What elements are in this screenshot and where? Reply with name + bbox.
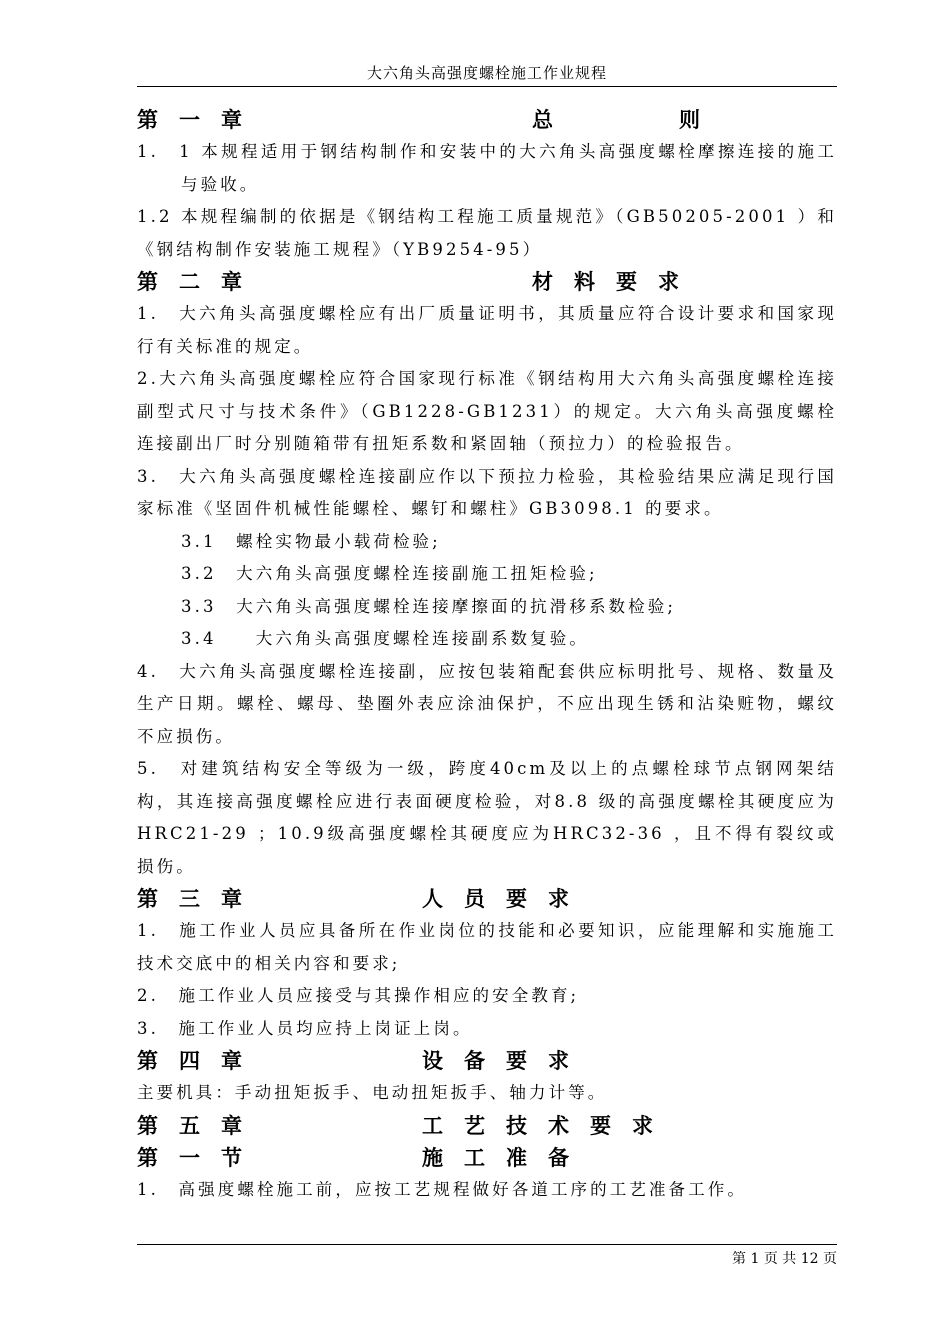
chapter-1-heading	[137, 104, 837, 136]
paragraph: 1. 施工作业人员应具备所在作业岗位的技能和必要知识，应能理解和实施施工技术交底中的相关内容和要求;	[137, 921, 837, 973]
page-header: 大六角头高强度螺栓施工作业规程	[137, 62, 837, 87]
paragraph: 2.大六角头高强度螺栓应符合国家现行标准《钢结构用大六角头高强度螺栓连接副型式尺寸与技术条件》（GB1228-GB1231）的规定。大六角头高强度螺栓连接副出厂时分别随箱带有扭矩系数和紧固轴（预拉力）的检验报告。	[137, 369, 837, 453]
paragraph: 1. 高强度螺栓施工前，应按工艺规程做好各道工序的工艺准备工作。	[137, 1179, 747, 1199]
chapter-3-heading	[137, 883, 837, 915]
paragraph: 2. 施工作业人员应接受与其操作相应的安全教育;	[137, 986, 580, 1005]
list-item: 3.2 大六角头高强度螺栓连接副施工扭矩检验;	[181, 564, 598, 583]
chapter-label: 第 一 章	[137, 107, 242, 132]
page-number: 第 1 页 共 12 页	[732, 1251, 837, 1267]
paragraph: 1. 大六角头高强度螺栓应有出厂质量证明书，其质量应符合设计要求和国家现行有关标准的规定。	[137, 304, 837, 356]
section-title: 施 工 准 备	[422, 1144, 569, 1170]
paragraph: 3. 施工作业人员均应持上岗证上岗。	[137, 1018, 473, 1038]
chapter-label: 第 三 章	[137, 886, 242, 911]
paragraph: 3. 大六角头高强度螺栓连接副应作以下预拉力检验，其检验结果应满足现行国家标准《坚固件机械性能螺栓、螺钉和螺柱》GB3098.1 的要求。	[137, 466, 837, 518]
paragraph: 4. 大六角头高强度螺栓连接副，应按包装箱配套供应标明批号、规格、数量及生产日期。螺栓、螺母、垫圈外表应涂油保护，不应出现生锈和沾染赃物，螺纹不应损伤。	[137, 661, 837, 746]
chapter-label: 第 二 章	[137, 269, 242, 294]
chapter-title: 人 员 要 求	[422, 886, 569, 911]
chapter-label: 第 五 章	[137, 1112, 242, 1138]
chapter-title: 设 备 要 求	[422, 1048, 569, 1073]
section-1-heading	[137, 1142, 837, 1174]
footer-rule	[137, 1244, 837, 1245]
chapter-title: 总 则	[532, 107, 700, 132]
list-item: 3.4 大六角头高强度螺栓连接副系数复验。	[181, 629, 589, 648]
section-label: 第 一 节	[137, 1144, 242, 1170]
chapter-title: 材 料 要 求	[532, 269, 679, 294]
chapter-title: 工 艺 技 术 要 求	[422, 1112, 653, 1138]
list-item: 3.3 大六角头高强度螺栓连接摩擦面的抗滑移系数检验;	[181, 596, 676, 616]
chapter-label: 第 四 章	[137, 1048, 242, 1073]
chapter-2-heading	[137, 266, 837, 298]
paragraph: 5. 对建筑结构安全等级为一级，跨度40cm及以上的点螺栓球节点钢网架结构，其连接高强度螺栓应进行表面硬度检验，对8.8 级的高强度螺栓其硬度应为HRC21-29 ；10.9级高强度螺栓其硬度应为HRC32-36 ，且不得有裂纹或损伤。	[137, 759, 837, 876]
paragraph: 1.2 本规程编制的依据是《钢结构工程施工质量规范》（GB50205-2001 ）和《钢结构制作安装施工规程》（YB9254-95）	[137, 207, 837, 259]
document-body	[137, 104, 837, 1206]
chapter-4-heading	[137, 1045, 837, 1077]
chapter-5-heading	[137, 1110, 837, 1142]
list-item: 3.1 螺栓实物最小载荷检验;	[181, 531, 441, 551]
paragraph: 主要机具：手动扭矩扳手、电动扭矩扳手、轴力计等。	[137, 1083, 608, 1102]
paragraph: 1. 1 本规程适用于钢结构制作和安装中的大六角头高强度螺栓摩擦连接的施工与验收。	[137, 142, 837, 194]
